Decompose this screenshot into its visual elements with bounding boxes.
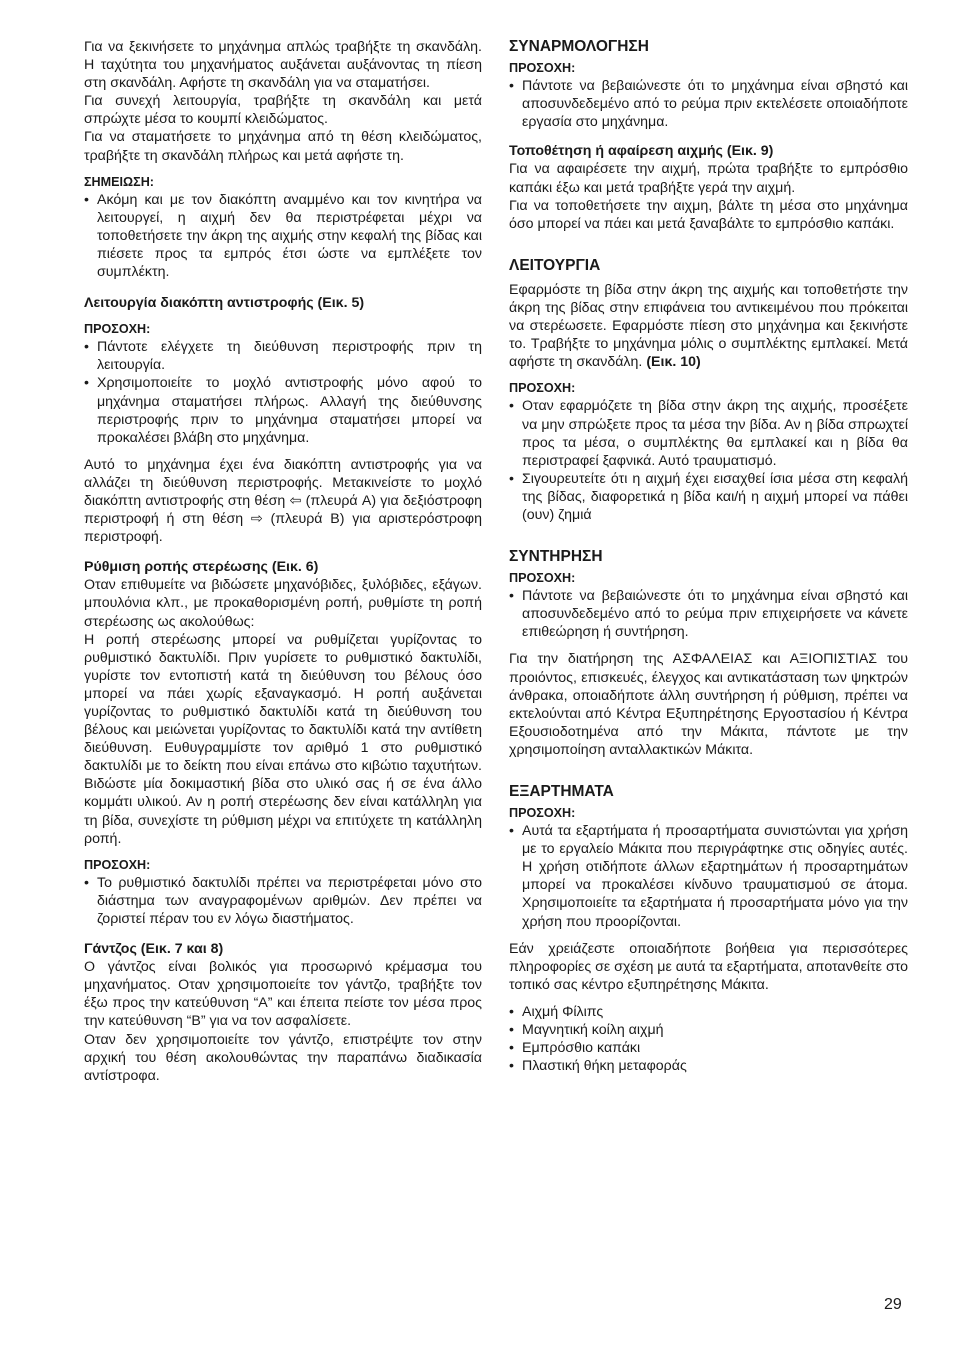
hook-return-paragraph: Οταν δεν χρησιμοποιείτε τον γάντζο, επιστρέψτε τον στην αρχική του θέση ακολουθώντας την παραπάνω διαδικασία αντίστροφα. bbox=[84, 1031, 482, 1084]
list-item: • Πάντοτε ελέγχετε τη διεύθυνση περιστροφής πριν τη λειτουργία. bbox=[84, 338, 482, 374]
accessories-heading: ΕΞΑΡΤΗΜΑΤΑ bbox=[509, 783, 614, 800]
caution-label: ΠΡΟΣΟΧΗ: bbox=[509, 61, 576, 76]
caution-label: ΠΡΟΣΟΧΗ: bbox=[84, 857, 151, 872]
caution-list bbox=[509, 822, 908, 931]
list-item: • Ακόμη και με τον διακόπτη αναμμένο και τον κινητήρα να λειτουργεί, η αιχμή δεν θα περιστρέφεται μέχρι να τοποθετήσετε την άκρη της αιχμής στην κεφαλή της βίδας και πιέσετε προς τα εμπρός έτσι ώστε να εμπλέξετε τον συμπλέκτη. bbox=[84, 191, 482, 281]
caution-label: ΠΡΟΣΟΧΗ: bbox=[509, 571, 576, 586]
operation-heading: ΛΕΙΤΟΥΡΓΙΑ bbox=[509, 256, 601, 274]
accessories-paragraph: Εάν χρειάζεστε οποιαδήποτε βοήθεια για περισσότερες πληροφορίες σε σχέση με αυτά τα εξαρτήματα, αποτανθείτε στο τοπικό σας κέντρο εξυπηρέτησης Μάκιτα. bbox=[509, 940, 908, 993]
operation-paragraph: Εφαρμόστε τη βίδα στην άκρη της αιχμής και τοποθετήστε την άκρη της βίδας στην επιφάνεια του αντικειμένου που πρόκειται να στερέωσετε. Εφαρμόστε πίεση στο μηχάνημα και ξεκινήστε το. Τραβήξτε το μηχάνημα μόλις ο συμπλέκτης εμπλακεί. Μετά αφήστε τη σκανδάλη. (Εικ. 10) bbox=[509, 281, 908, 371]
list-item: • Πλαστική θήκη μεταφοράς bbox=[509, 1057, 908, 1075]
list-item: • Πάντοτε να βεβαιώνεστε ότι το μηχάνημα είναι σβηστό και αποσυνδεδεμένο από το ρεύμα πριν εκτελέσετε οποιαδήποτε εργασία στο μηχάνημα. bbox=[509, 77, 908, 131]
list-item: • Αιχμή Φίλιπς bbox=[509, 1003, 908, 1021]
caution-list bbox=[84, 874, 482, 928]
list-item: • Εμπρόσθιο καπάκι bbox=[509, 1039, 908, 1057]
assembly-heading: ΣΥΝΑΡΜΟΛΟΓΗΣΗ bbox=[509, 38, 649, 55]
note-list bbox=[84, 191, 482, 281]
hook-use-paragraph: Ο γάντζος είναι βολικός για προσωρινό κρέμασμα του μηχανήματος. Οταν χρησιμοποιείτε τον γάντζο, τραβήξτε τον έξω προς την κατεύθυνση “A” και έπειτα πείστε τον μέσα προς την κατεύθυνση “B” για να τον ασφαλίσετε. bbox=[84, 959, 482, 1030]
torque-heading: Ρύθμιση ροπής στερέωσης (Εικ. 6) bbox=[84, 559, 319, 576]
list-item: • Οταν εφαρμόζετε τη βίδα στην άκρη της αιχμής, προσέξετε να μην σπρώξετε προς τα μέσα την βίδα. Αν η βίδα σπρωχτεί προς τα μέσα, ο συμπλέκτης θα εμπλακεί και η βίδα θα περιστραφεί ξαφνικά. Αυτό τραυματισμό. bbox=[509, 397, 908, 469]
bit-remove-paragraph: Για να αφαιρέσετε την αιχμή, πρώτα τραβήξτε το εμπρόσθιο καπάκι έξω και μετά τραβήξτε γερά την αιχμή. bbox=[509, 161, 908, 196]
maintenance-paragraph: Για την διατήρηση της ΑΣΦΑΛΕΙΑΣ και ΑΞΙΟΠΙΣΤΙΑΣ του προιόντος, επισκευές, έλεγχος και αντικατάσταση των ψηκτρών άνθρακα, οποιαδήποτε άλλη συντήρηση ή ρύθμιση, πρέπει να εκτελούνται από Κέντρα Εξυπηρέτησης Εργοστασίου ή Κέντρα Εξουσιοδοτημένα από την Μάκιτα, πάντοτε με την χρησιμοποίηση ανταλλακτικών Μάκιτα. bbox=[509, 651, 908, 758]
torque-adjust-paragraph: Η ροπή στερέωσης μπορεί να ρυθμίζεται γυρίζοντας το ρυθμιστικό δακτυλίδι. Πριν γυρίσετε το ρυθμιστικό δακτυλίδι, γυρίστε τον εντοπιστή κατά τη διεύθυνση του βέλους όσο μπορεί να πάει χωρίς εξαναγκασμό. Η ροπή αυξάνεται γυρίζοντας το ρυθμιστικό δακτυλίδι κατά τη διεύθυνση του βέλους και μειώνεται γυρίζοντας το δακτυλίδι κατά την αντίθετη διεύθυνση. Ευθυγραμμίστε τον αριθμό 1 στο ρυθμιστικό δακτυλίδι με το δείκτη που είναι επάνω στο κιβώτιο ταχυτήτων. Βιδώστε μία δοκιμαστική βίδα στο υλικό σας ή σε ένα άλλο κομμάτι υλικού. Αν η ροπή στερέωσης δεν είναι κατάλληλη για τη βίδα, συνεχίστε τη ρύθμιση μέχρι να επιτύχετε τη κατάλληλη ροπή. bbox=[84, 631, 482, 847]
left-column bbox=[84, 38, 482, 1085]
reverse-switch-paragraph: Αυτό το μηχάνημα έχει ένα διακόπτη αντιστροφής για να αλλάζει τη διεύθυνση περιστροφής. Μετακινείστε το μοχλό διακόπτη αντιστροφής στη θέση ⇦ (πλευρά A) για δεξιόστροφη περιστροφή ή στη θέση ⇨ (πλευρά B) για αριστερόστροφη περιστροφή. bbox=[84, 456, 483, 546]
caution-label: ΠΡΟΣΟΧΗ: bbox=[509, 806, 576, 821]
list-item: • Πάντοτε να βεβαιώνεστε ότι το μηχάνημα είναι σβηστό και αποσυνδεδεμένο από το ρεύμα πριν επιχειρήσετε να κάνετε επιθεώρηση ή συντήρηση. bbox=[509, 587, 908, 641]
arrow-right-icon: ⇨ bbox=[250, 511, 263, 528]
caution-list bbox=[509, 77, 908, 131]
list-item: • Αυτά τα εξαρτήματα ή προσαρτήματα συνιστώνται για χρήση με το εργαλείο Μάκιτα που περιγράφτηκε στις οδηγίες αυτές. Η χρήση οτιδήποτε άλλων εξαρτημάτων ή προσαρτημάτων μπορεί να προκαλέσει κίνδυνο τραυματισμού σε άτομα. Χρησιμοποιείτε τα εξαρτήματα ή προσαρτήματα μόνο για την χρήση που προορίζονται. bbox=[509, 822, 908, 931]
torque-intro-paragraph: Οταν επιθυμείτε να βιδώσετε μηχανόβιδες, ξυλόβιδες, εξάγων. μπουλόνια κλπ., με προκαθορισμένη ροπή, ρυθμίστε τη ροπή στερέωσης ως ακολούθως: bbox=[84, 577, 482, 630]
bit-heading: Τοποθέτηση ή αφαίρεση αιχμής (Εικ. 9) bbox=[509, 143, 774, 160]
caution-list bbox=[84, 338, 482, 447]
page-number: 29 bbox=[884, 1296, 902, 1313]
caution-label: ΠΡΟΣΟΧΗ: bbox=[84, 322, 151, 337]
note-label: ΣΗΜΕΙΩΣΗ: bbox=[84, 174, 154, 189]
bit-install-paragraph: Για να τοποθετήσετε την αιχμη, βάλτε τη μέσα στο μηχάνημα όσο μπορεί να πάει και μετά ξαναβάλτε το εμπρόσθιο καπάκι. bbox=[509, 197, 908, 232]
list-item: • Σιγουρευτείτε ότι η αιχμή έχει εισαχθεί ίσια μέσα στη κεφαλή της βίδας, διαφορετικά η βίδα και/ή η αιχμή μπορεί να πάθει (ουν) ζημιά bbox=[509, 470, 908, 524]
arrow-left-icon: ⇦ bbox=[289, 492, 302, 509]
caution-list bbox=[509, 587, 908, 641]
list-item: • Χρησιμοποιείτε το μοχλό αντιστροφής μόνο αφού το μηχάνημα σταματήσει πλήρως. Αλλαγή της διεύθυνσης περιστροφής πριν το μηχάνημα σταματήσει μπορεί να προκαλέσει βλάβη στο μηχάνημα. bbox=[84, 374, 482, 446]
trigger-paragraph: Για να ξεκινήσετε το μηχάνημα απλώς τραβήξτε τη σκανδάλη. Η ταχύτητα του μηχανήματος αυξάνεται αυξάνοντας τη πίεση στη σκανδάλη. Αφήστε τη σκανδάλη για να σταματήσει. bbox=[84, 39, 482, 92]
maintenance-heading: ΣΥΝΤΗΡΗΣΗ bbox=[509, 548, 603, 566]
list-item: • Μαγνητική κοίλη αιχμή bbox=[509, 1021, 908, 1039]
accessories-list bbox=[509, 1003, 908, 1075]
stop-paragraph: Για να σταματήσετε το μηχάνημα από τη θέση κλειδώματος, τραβήξτε τη σκανδάλη πλήρως και μετά αφήστε τη. bbox=[84, 129, 482, 164]
hook-heading: Γάντζος (Εικ. 7 και 8) bbox=[84, 941, 224, 958]
caution-list bbox=[509, 397, 908, 524]
reverse-switch-heading: Λειτουργία διακόπτη αντιστροφής (Εικ. 5) bbox=[84, 295, 365, 312]
list-item: • Το ρυθμιστικό δακτυλίδι πρέπει να περιστρέφεται μόνο στο διάστημα των αναγραφομένων αριθμών. Δεν πρέπει να ζοριστεί πέραν του εν λόγω διαστήματος. bbox=[84, 874, 482, 928]
continuous-paragraph: Για συνεχή λειτουργία, τραβήξτε τη σκανδάλη και μετά σπρώχτε μέσα το κουμπί κλειδώματος. bbox=[84, 93, 482, 128]
caution-label: ΠΡΟΣΟΧΗ: bbox=[509, 381, 576, 396]
right-column bbox=[509, 38, 908, 1075]
